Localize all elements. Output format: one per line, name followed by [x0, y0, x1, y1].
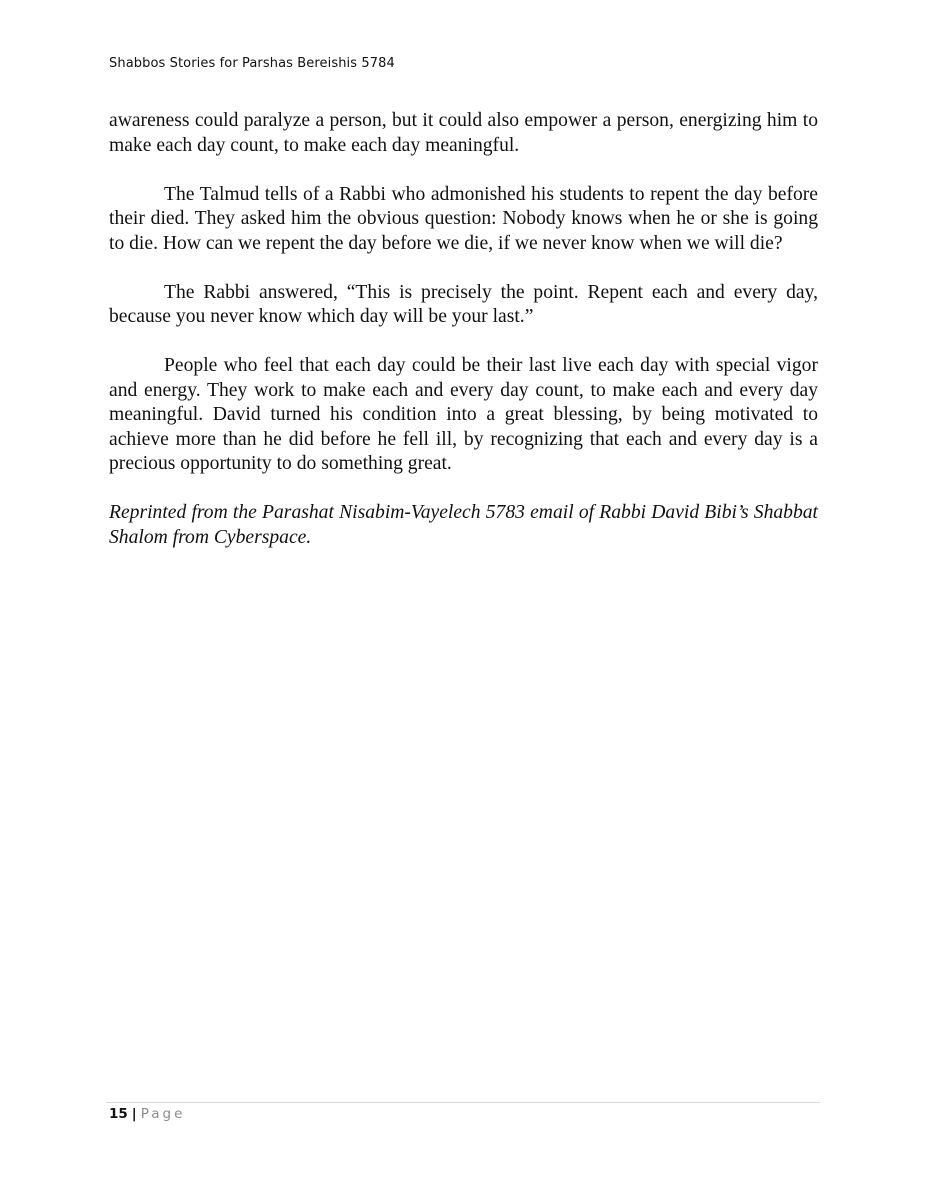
- page-body: [109, 109, 818, 575]
- running-header: Shabbos Stories for Parshas Bereishis 5784: [109, 56, 395, 71]
- paragraph-continuation: awareness could paralyze a person, but it could also empower a person, energizing him to make each day count, to make each day meaningful.: [109, 110, 818, 156]
- paragraph-rabbi-answer: The Rabbi answered, “This is precisely the point. Repent each and every day, because you never know which day will be your last.”: [109, 281, 818, 327]
- page-label: Page: [140, 1106, 186, 1122]
- page-separator: |: [131, 1106, 137, 1122]
- page-footer: [109, 1106, 185, 1122]
- footer-divider: [106, 1102, 820, 1103]
- paragraph-talmud: The Talmud tells of a Rabbi who admonished his students to repent the day before their died. They asked him the obvious question: Nobody knows when he or she is going to die. How can we repent the day before we die, if we never know when we will die?: [109, 183, 818, 254]
- paragraph-conclusion: People who feel that each day could be their last live each day with special vigor and energy. They work to make each and every day count, to make each and every day meaningful. David turned his condition into a great blessing, by being motivated to achieve more than he did before he fell ill, by recognizing that each and every day is a precious opportunity to do something great.: [109, 355, 818, 474]
- reprint-credit: Reprinted from the Parashat Nisabim-Vayelech 5783 email of Rabbi David Bibi’s Shabbat Shalom from Cyberspace.: [109, 502, 818, 548]
- page-number: 15: [109, 1106, 128, 1122]
